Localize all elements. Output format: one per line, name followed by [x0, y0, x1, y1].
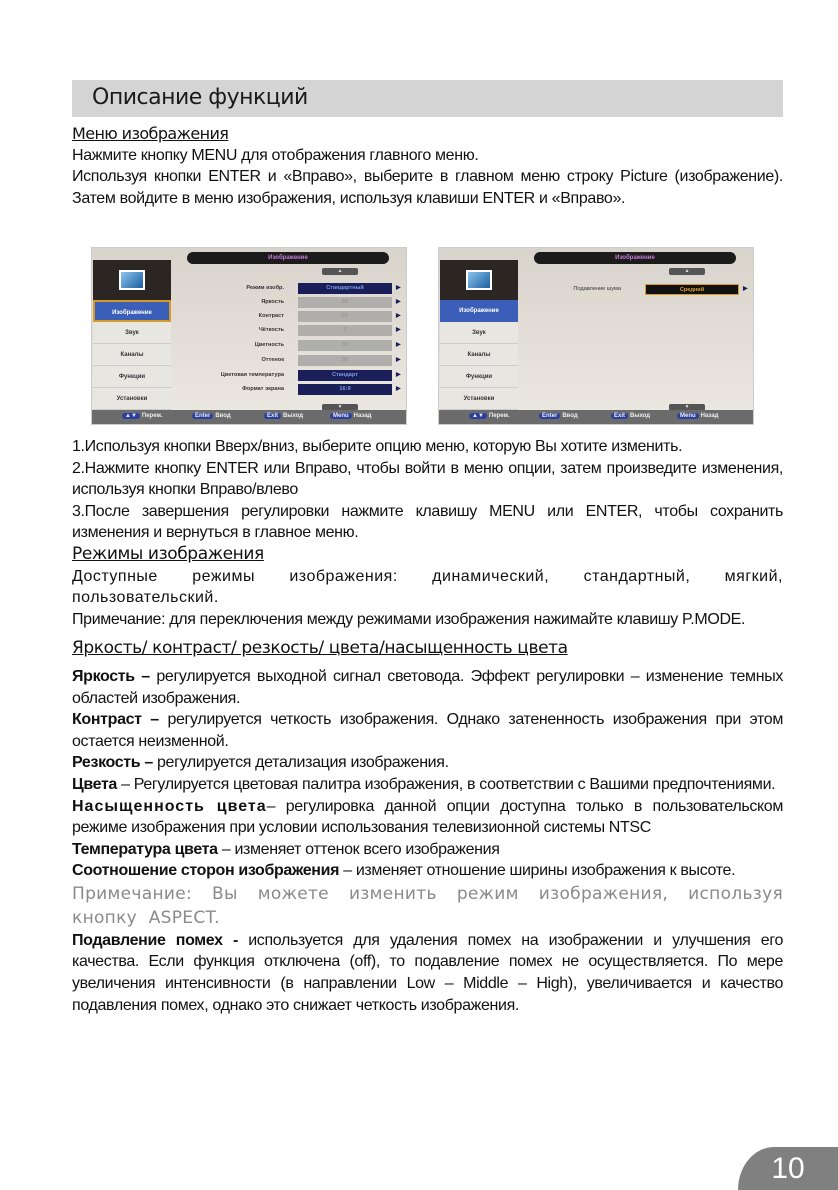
param-item — [72, 709, 783, 752]
tv-menu-screenshot-1 — [91, 247, 407, 425]
row-label: Режим изобр. — [246, 285, 284, 291]
key-label: Ввод — [215, 413, 231, 419]
step: 3.После завершения регулировки нажмите клавишу MENU или ENTER, чтобы сохранить изменения и вернуться в главное меню. — [72, 502, 783, 542]
side-item: Каналы — [93, 344, 171, 366]
side-item: Функции — [440, 366, 518, 388]
arrow-right-icon: ▶ — [396, 386, 401, 392]
param-text: – регулировка данной опции доступна только в пользовательском режиме изображения при условии использования телевизионной системы NTSC — [72, 797, 784, 837]
picture-icon — [93, 260, 171, 300]
param-item — [72, 752, 783, 774]
scroll-down-icon: ▼ — [322, 404, 358, 411]
row-label: Цветовая температура — [220, 372, 284, 378]
key-badge: Menu — [677, 413, 699, 419]
key-badge: Exit — [611, 413, 628, 419]
tv-menu-title: Изображение — [187, 252, 389, 264]
tv-footer — [439, 410, 753, 424]
tv-footer — [92, 410, 406, 424]
key-badge: Menu — [330, 413, 352, 419]
menu-row — [172, 310, 404, 323]
key-label: Выход — [283, 413, 304, 419]
arrow-right-icon: ▶ — [396, 342, 401, 348]
row-label: Чёткость — [258, 327, 284, 333]
side-item: Изображение — [440, 300, 518, 322]
menu-row — [519, 283, 751, 296]
row-value: 5 — [298, 325, 392, 336]
step: 1.Используя кнопки Вверх/вниз, выберите опцию меню, которую Вы хотите изменить. — [72, 438, 683, 455]
arrow-right-icon: ▶ — [396, 313, 401, 319]
section-header — [72, 80, 783, 117]
param-term: Резкость – — [72, 754, 157, 772]
key-badge: Exit — [264, 413, 281, 419]
param-text: регулируется выходной сигнал световода. Эффект регулировки – изменение темных областей изображения. — [72, 667, 783, 707]
param-item — [72, 839, 783, 861]
param-item — [72, 774, 783, 796]
menu-row — [172, 282, 404, 295]
param-term: Температура цвета — [72, 840, 218, 858]
noise-item — [72, 930, 783, 1016]
menu-row — [172, 339, 404, 352]
section-title: Описание функций — [92, 85, 308, 110]
side-item: Установки — [93, 388, 171, 410]
steps-section — [72, 436, 783, 1016]
param-text: – изменяет отношение ширины изображения к высоте. — [339, 862, 736, 880]
picture-icon — [440, 260, 518, 300]
param-item — [72, 860, 783, 882]
key-label: Ввод — [562, 413, 578, 419]
scroll-up-icon: ▲ — [322, 268, 358, 275]
key-label: Перем. — [488, 413, 510, 419]
row-value: Стандарт — [298, 370, 392, 381]
modes-p1: Доступные режимы изображения: динамический, стандартный, мягкий, пользовательский. — [72, 567, 783, 607]
modes-p2: Примечание: для переключения между режимами изображения нажимайте клавишу P.MODE. — [72, 610, 746, 628]
tv-side-menu — [93, 260, 171, 412]
row-label: Контраст — [258, 313, 284, 319]
row-value: 16:9 — [298, 384, 392, 395]
modes-heading: Режимы изображения — [72, 543, 264, 564]
param-text: используется для удаления помех на изображении и улучшения его качества. Если функция отключена (off), то подавление помех не осуществляется. По мере увеличения интенсивности (в направлении Low – Middle – High), увеличивается и качество подавления помех, однако это снижает четкость изображения. — [72, 931, 784, 1014]
step: 2.Нажмите кнопку ENTER или Вправо, чтобы войти в меню опции, затем произведите изменения, используя кнопки Вправо/влево — [72, 459, 783, 499]
side-item: Установки — [440, 388, 518, 410]
param-item — [72, 796, 783, 839]
param-text: – Регулируется цветовая палитра изображения, в соответствии с Вашими предпочтениями. — [117, 775, 776, 793]
row-value: 50 — [298, 297, 392, 308]
row-label: Оттенок — [261, 357, 284, 363]
arrow-right-icon: ▶ — [396, 357, 401, 363]
row-label: Формат экрана — [242, 386, 284, 392]
row-label: Цветность — [254, 342, 284, 348]
arrow-right-icon: ▶ — [396, 299, 401, 305]
menu-row — [172, 296, 404, 309]
param-term: Соотношение сторон изображения — [72, 862, 340, 880]
menu-row — [172, 369, 404, 382]
aspect-note: Примечание: Вы можете изменить режим изображения, используя кнопку ASPECT. — [72, 883, 783, 928]
row-value: 50 — [298, 340, 392, 351]
tv-menu-title: Изображение — [534, 252, 736, 264]
intro-p1: Нажмите кнопку MENU для отображения главного меню. — [72, 146, 479, 164]
row-value: Средний — [645, 284, 739, 295]
side-item: Функции — [93, 366, 171, 388]
key-badge: ▲▼ — [122, 413, 140, 419]
side-item: Звук — [93, 322, 171, 344]
menu-row — [172, 324, 404, 337]
side-item: Звук — [440, 322, 518, 344]
scroll-up-icon: ▲ — [669, 268, 705, 275]
intro-p2: Используя кнопки ENTER и «Вправо», выберите в главном меню строку Picture (изображение). Затем войдите в меню изображения, используя клавиши ENTER и «Вправо». — [72, 168, 783, 207]
key-label: Назад — [700, 413, 719, 419]
param-term: Цвета — [72, 775, 117, 793]
arrow-right-icon: ▶ — [396, 372, 401, 378]
param-term: Подавление помех - — [72, 931, 249, 949]
row-value: Стандартный — [298, 283, 392, 294]
param-term: Насыщенность цвета — [72, 797, 267, 815]
intro-heading: Меню изображения — [72, 124, 229, 143]
side-item: Изображение — [93, 300, 171, 322]
side-item: Каналы — [440, 344, 518, 366]
param-text: – изменяет оттенок всего изображения — [217, 840, 500, 858]
page-number: 10 — [738, 1147, 838, 1190]
row-label: Яркость — [261, 299, 284, 305]
row-value: 50 — [298, 311, 392, 322]
tv-side-menu — [440, 260, 518, 412]
menu-row — [172, 383, 404, 396]
scroll-down-icon: ▼ — [669, 404, 705, 411]
key-badge: ▲▼ — [469, 413, 487, 419]
arrow-right-icon: ▶ — [396, 285, 401, 291]
param-term: Яркость – — [72, 667, 157, 685]
key-label: Перем. — [141, 413, 163, 419]
params-heading: Яркость/ контраст/ резкость/ цвета/насыщенность цвета — [72, 638, 568, 659]
param-term: Контраст – — [72, 711, 168, 729]
intro-section — [72, 123, 783, 209]
key-badge: Enter — [539, 413, 560, 419]
arrow-right-icon: ▶ — [743, 286, 748, 292]
tv-menu-screenshot-2 — [438, 247, 754, 425]
row-label: Подавление шума — [573, 286, 621, 292]
key-label: Выход — [630, 413, 651, 419]
menu-row — [172, 354, 404, 367]
key-label: Назад — [353, 413, 372, 419]
row-value: 50 — [298, 355, 392, 366]
key-badge: Enter — [192, 413, 213, 419]
arrow-right-icon: ▶ — [396, 327, 401, 333]
param-item — [72, 666, 783, 709]
param-text: регулируется четкость изображения. Однако затененность изображения при этом остается неизменной. — [72, 711, 783, 750]
param-text: регулируется детализация изображения. — [157, 754, 449, 772]
